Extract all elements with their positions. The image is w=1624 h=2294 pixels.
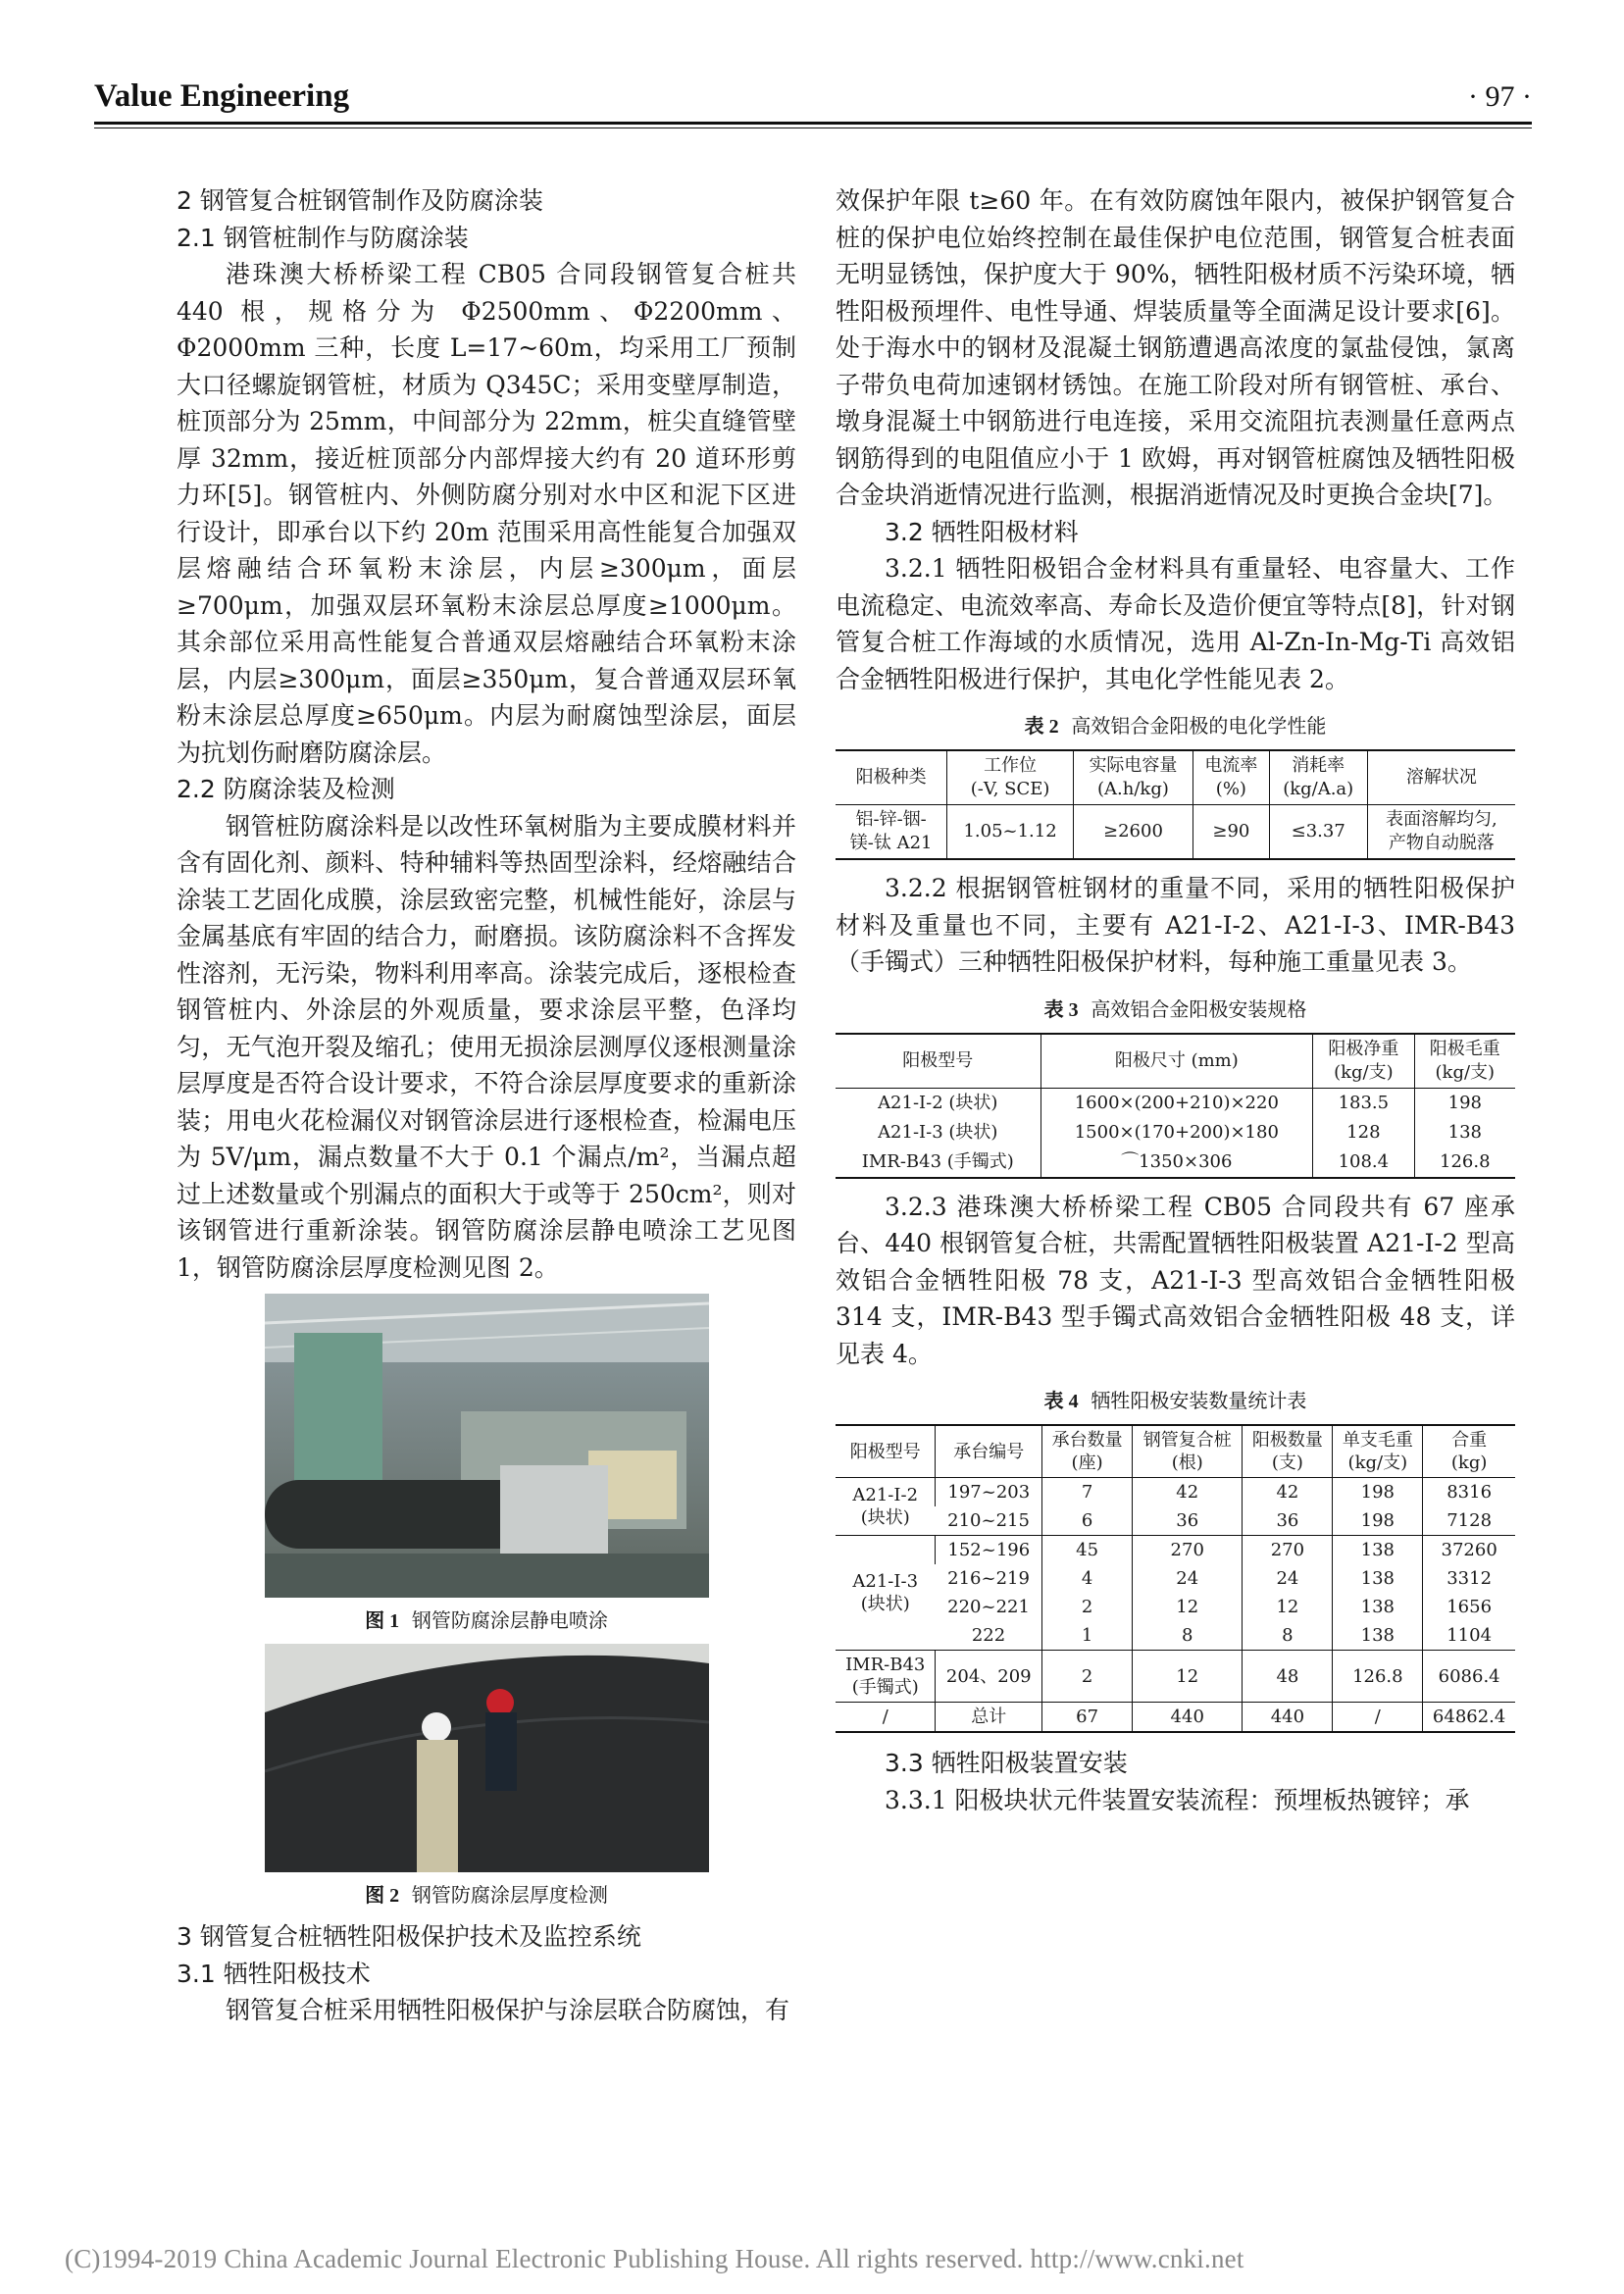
table-cell: 138	[1333, 1564, 1423, 1593]
table-cell: 37260	[1423, 1536, 1515, 1565]
paragraph: 钢管复合桩采用牺牲阳极保护与涂层联合防腐蚀，有	[226, 1996, 790, 2024]
table-cell: 138	[1414, 1118, 1515, 1147]
table-row	[836, 1564, 1515, 1593]
table-3-title: 高效铝合金阳极安装规格	[1091, 996, 1307, 1021]
page-header	[94, 76, 1532, 122]
section-3-1-heading: 3.1 牺牲阳极技术	[177, 1959, 371, 1988]
table-header-cell: 消耗率 (kg/A.a)	[1269, 750, 1367, 805]
table-cell: 2	[1042, 1593, 1133, 1621]
table-header-cell: 阳极型号	[836, 1034, 1040, 1089]
table-cell: 7128	[1423, 1506, 1515, 1536]
table-3-caption	[836, 994, 1515, 1025]
table-cell: 1500×(170+200)×180	[1040, 1118, 1313, 1147]
table-cell: 表面溶解均匀, 产物自动脱落	[1367, 805, 1515, 860]
table-row-total	[836, 1703, 1515, 1733]
right-column	[836, 182, 1515, 1818]
paragraph: 钢管桩防腐涂料是以改性环氧树脂为主要成膜材料并含有固化剂、颜料、特种辅料等热固型涂料，经熔融结合涂装工艺固化成膜，涂层致密完整，机械性能好，涂层与金属基底有牢固的结合力，耐磨损。该防腐涂料不含挥发性溶剂，无污染，物料利用率高。涂装完成后，逐根检查钢管桩内、外涂层的外观质量，要求涂层平整，色泽均匀，无气泡开裂及缩孔；使用无损涂层测厚仪逐根测量涂层厚度是否符合设计要求，不符合涂层厚度要求的重新涂装；用电火花检漏仪对钢管涂层进行逐根检查，检漏电压为 5V/μm，漏点数量不大于 0.1 个漏点/m²，当漏点超过上述数量或个别漏点的面积大于或等于 250cm²，则对该钢管进行重新涂装。钢管防腐涂层静电喷涂工艺见图 1，钢管防腐涂层厚度检测见图 2。	[177, 811, 796, 1282]
section-2-2-heading: 2.2 防腐涂装及检测	[177, 775, 395, 803]
paragraph: 港珠澳大桥桥梁工程 CB05 合同段钢管复合桩共 440 根，规格分为 Φ2500mm、Φ2200mm、Φ2000mm 三种，长度 L=17~60m，均采用工厂预制大口径螺旋钢管桩，材质为 Q345C；采用变壁厚制造，桩顶部分为 25mm，中间部分为 22mm，桩尖直缝管壁厚 32mm，接近桩顶部分内部焊接大约有 20 道环形剪力环[5]。钢管桩内、外侧防腐分别对水中区和泥下区进行设计，即承台以下约 20m 范围采用高性能复合加强双层熔融结合环氧粉末涂层，内层≥300μm，面层≥700μm，加强双层环氧粉末涂层总厚度≥1000μm。其余部位采用高性能复合普通双层熔融结合环氧粉末涂层，内层≥300μm，面层≥350μm，复合普通双层环氧粉末涂层总厚度≥650μm。内层为耐腐蚀型涂层，面层为抗划伤耐磨防腐涂层。	[177, 260, 796, 767]
table-cell: 204、209	[936, 1651, 1042, 1703]
figure-2-label: 图 2	[365, 1885, 400, 1907]
table-cell: 198	[1414, 1088, 1515, 1118]
table-cell: 36	[1243, 1506, 1333, 1536]
table-cell: 67	[1042, 1703, 1133, 1733]
table-header-cell: 承台编号	[936, 1425, 1042, 1478]
table-cell: 108.4	[1313, 1147, 1415, 1178]
table-cell: 7	[1042, 1478, 1133, 1507]
table-cell: 8	[1243, 1621, 1333, 1651]
table-cell: 220~221	[947, 1597, 1030, 1617]
table-header-cell: 单支毛重 (kg/支)	[1333, 1425, 1423, 1478]
table-cell: 铝-锌-铟- 镁-钛 A21	[849, 809, 933, 853]
table-cell: 36	[1133, 1506, 1243, 1536]
paragraph: 3.2.2 根据钢管桩钢材的重量不同，采用的牺牲阳极保护材料及重量也不同，主要有 A21-I-2、A21-I-3、IMR-B43（手镯式）三种牺牲阳极保护材料，每种施工重量见表 3。	[836, 874, 1515, 976]
table-cell: 12	[1133, 1593, 1243, 1621]
table-cell: 138	[1333, 1536, 1423, 1565]
table-row	[836, 1147, 1515, 1178]
paragraph: 3.2.3 港珠澳大桥桥梁工程 CB05 合同段共有 67 座承台、440 根钢管复合桩，共需配置牺牲阳极装置 A21-I-2 型高效铝合金牺牲阳极 78 支，A21-I-3 型高效铝合金牺牲阳极 314 支，IMR-B43 型手镯式高效铝合金牺牲阳极 48 支，详见表 4。	[836, 1192, 1515, 1368]
copyright-footer: (C)1994-2019 China Academic Journal Electronic Publishing House. All rights reserved. http://www.cnki.net	[65, 2244, 1244, 2273]
table-cell: 440	[1243, 1703, 1333, 1733]
table-cell: 6086.4	[1423, 1651, 1515, 1703]
table-2	[836, 749, 1515, 860]
table-cell: A21-I-2 (块状)	[878, 1092, 998, 1113]
table-2-caption	[836, 711, 1515, 741]
figure-2-photo	[265, 1644, 709, 1872]
table-cell: ≥2600	[1073, 805, 1193, 860]
table-cell: 138	[1333, 1621, 1423, 1651]
section-2-1-heading: 2.1 钢管桩制作与防腐涂装	[177, 223, 469, 252]
table-cell: 1	[1042, 1621, 1133, 1651]
table-cell: 198	[1333, 1478, 1423, 1507]
paragraph: 3.3.1 阳极块状元件装置安装流程：预埋板热镀锌；承	[885, 1785, 1470, 1814]
journal-title: Value Engineering	[94, 78, 350, 114]
table-header-cell: 实际电容量 (A.h/kg)	[1073, 750, 1193, 805]
table-cell-anode-type: A21-I-3 (块状)	[836, 1536, 936, 1651]
table-cell: 8316	[1423, 1478, 1515, 1507]
table-2-label: 表 2	[1024, 716, 1059, 738]
table-cell: IMR-B43 (手镯式)	[861, 1150, 1014, 1172]
table-header-cell: 合重 (kg)	[1423, 1425, 1515, 1478]
table-cell: 216~219	[947, 1568, 1030, 1589]
table-2-title: 高效铝合金阳极的电化学性能	[1071, 714, 1327, 738]
table-cell: 2	[1042, 1651, 1133, 1703]
table-cell: ≥90	[1193, 805, 1270, 860]
table-cell: 128	[1313, 1118, 1415, 1147]
table-cell: 222	[971, 1625, 1006, 1646]
paragraph: 3.2.1 牺牲阳极铝合金材料具有重量轻、电容量大、工作电流稳定、电流效率高、寿命长及造价便宜等特点[8]，针对钢管复合桩工作海域的水质情况，选用 Al-Zn-In-Mg-Ti 高效铝合金牺牲阳极进行保护，其电化学性能见表 2。	[836, 554, 1515, 693]
table-row	[836, 1118, 1515, 1147]
table-cell: 12	[1133, 1651, 1243, 1703]
table-cell: 12	[1243, 1593, 1333, 1621]
paragraph: 效保护年限 t≥60 年。在有效防腐蚀年限内，被保护钢管复合桩的保护电位始终控制在最佳保护电位范围，钢管复合桩表面无明显锈蚀，保护度大于 90%，牺牲阳极材质不污染环境，牺牲阳极预埋件、电性导通、焊装质量等全面满足设计要求[6]。处于海水中的钢材及混凝土钢筋遭遇高浓度的氯盐侵蚀，氯离子带负电荷加速钢材锈蚀。在施工阶段对所有钢管桩、承台、墩身混凝土中钢筋进行电连接，采用交流阻抗表测量任意两点钢筋得到的电阻值应小于 1 欧姆，再对钢管桩腐蚀及牺牲阳极合金块消逝情况进行监测，根据消逝情况及时更换合金块[7]。	[836, 186, 1515, 509]
section-3-heading: 3 钢管复合桩牺牲阳极保护技术及监控系统	[177, 1922, 641, 1951]
table-cell: 270	[1133, 1536, 1243, 1565]
table-row	[836, 1536, 1515, 1565]
table-header-cell: 钢管复合桩 (根)	[1133, 1425, 1243, 1478]
section-3-2-heading: 3.2 牺牲阳极材料	[885, 517, 1079, 546]
table-cell: 210~215	[947, 1510, 1030, 1531]
table-cell: /	[836, 1703, 936, 1733]
factory-spray-booth-image	[265, 1294, 709, 1598]
table-cell: 197~203	[936, 1478, 1042, 1507]
left-column	[177, 182, 796, 2029]
table-cell: 1600×(200+210)×220	[1040, 1088, 1313, 1118]
figure-1-label: 图 1	[365, 1610, 400, 1632]
table-cell: 198	[1333, 1506, 1423, 1536]
table-header-cell: 溶解状况	[1367, 750, 1515, 805]
table-row	[836, 1088, 1515, 1118]
table-4-title: 牺牲阳极安装数量统计表	[1091, 1389, 1307, 1412]
table-header-cell: 阳极尺寸 (mm)	[1040, 1034, 1313, 1089]
page-number: · 97 ·	[1468, 80, 1532, 113]
table-cell: 138	[1333, 1593, 1423, 1621]
table-header-cell: 阳极数量 (支)	[1243, 1425, 1333, 1478]
table-cell: 4	[1042, 1564, 1133, 1593]
table-3-label: 表 3	[1043, 998, 1079, 1021]
table-cell: 总计	[936, 1703, 1042, 1733]
table-row	[836, 1651, 1515, 1703]
table-row	[836, 1593, 1515, 1621]
table-4-label: 表 4	[1043, 1391, 1079, 1412]
table-cell: 24	[1133, 1564, 1243, 1593]
table-header-cell: 阳极型号	[836, 1425, 936, 1478]
table-row	[836, 1621, 1515, 1651]
table-cell: 48	[1243, 1651, 1333, 1703]
table-cell: 126.8	[1414, 1147, 1515, 1178]
table-cell: 1.05~1.12	[947, 805, 1074, 860]
header-rule	[94, 122, 1532, 125]
figure-2-title: 钢管防腐涂层厚度检测	[411, 1883, 608, 1907]
table-header-cell: 电流率 (%)	[1193, 750, 1270, 805]
table-cell: 42	[1133, 1478, 1243, 1507]
table-cell: 1104	[1423, 1621, 1515, 1651]
table-cell: 42	[1243, 1478, 1333, 1507]
table-header-cell: 阳极毛重 (kg/支)	[1414, 1034, 1515, 1089]
table-cell: 24	[1243, 1564, 1333, 1593]
table-row	[836, 1478, 1515, 1507]
table-cell: /	[1333, 1703, 1423, 1733]
table-cell: 126.8	[1333, 1651, 1423, 1703]
table-header-cell: 承台数量 (座)	[1042, 1425, 1133, 1478]
table-cell-anode-type: A21-I-2 (块状)	[852, 1485, 919, 1528]
header-rule-thin	[94, 127, 1532, 128]
table-cell: 270	[1243, 1536, 1333, 1565]
table-cell: ⌒1350×306	[1040, 1147, 1313, 1178]
table-3	[836, 1033, 1515, 1179]
table-cell: 8	[1133, 1621, 1243, 1651]
table-cell-anode-type: IMR-B43 (手镯式)	[836, 1651, 936, 1703]
table-cell: 6	[1042, 1506, 1133, 1536]
table-cell: 3312	[1423, 1564, 1515, 1593]
figure-1-title: 钢管防腐涂层静电喷涂	[411, 1608, 608, 1632]
table-header-cell: 阳极种类	[836, 750, 947, 805]
table-row	[836, 1506, 1515, 1536]
figure-2-caption	[177, 1880, 796, 1911]
table-cell: 152~196	[936, 1536, 1042, 1565]
table-cell: ≤3.37	[1269, 805, 1367, 860]
table-header-cell: 工作位 (-V, SCE)	[947, 750, 1074, 805]
figure-1-photo	[265, 1294, 709, 1598]
table-4	[836, 1424, 1515, 1733]
table-cell: 440	[1133, 1703, 1243, 1733]
coating-thickness-inspection-image	[265, 1644, 709, 1872]
section-3-3-heading: 3.3 牺牲阳极装置安装	[885, 1749, 1128, 1777]
table-cell: 64862.4	[1423, 1703, 1515, 1733]
table-cell: A21-I-3 (块状)	[878, 1121, 998, 1143]
section-2-heading: 2 钢管复合桩钢管制作及防腐涂装	[177, 186, 543, 215]
figure-1-caption	[177, 1606, 796, 1636]
table-cell: 1656	[1423, 1593, 1515, 1621]
table-header-cell: 阳极净重 (kg/支)	[1313, 1034, 1415, 1089]
table-4-caption	[836, 1386, 1515, 1416]
table-cell: 45	[1042, 1536, 1133, 1565]
table-cell: 183.5	[1313, 1088, 1415, 1118]
table-row	[836, 805, 1515, 860]
